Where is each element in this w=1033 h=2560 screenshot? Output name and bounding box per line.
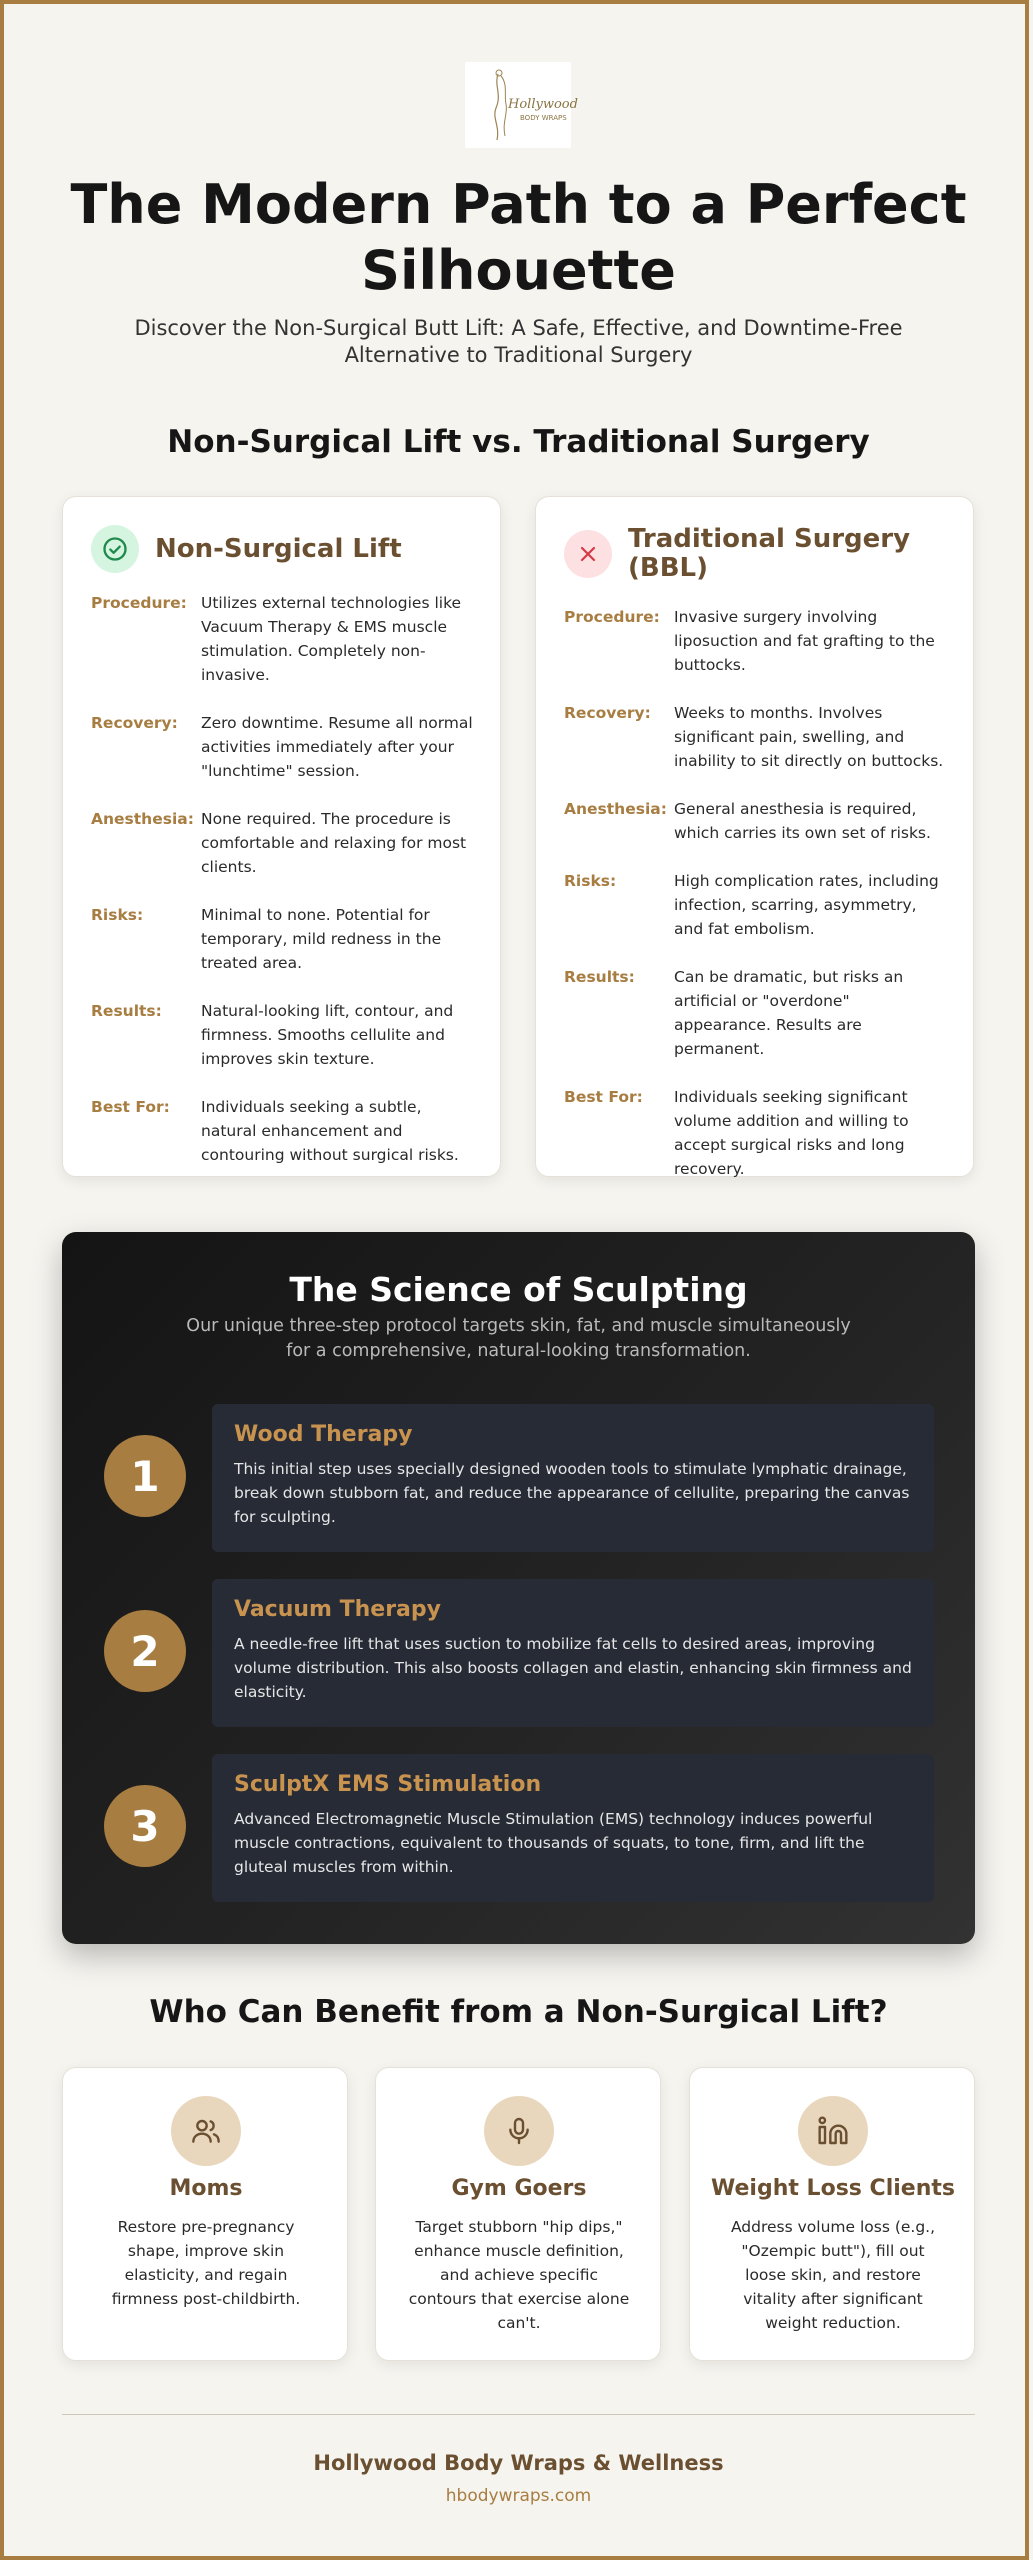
- footer-divider: [62, 2414, 975, 2415]
- page-subtitle: Discover the Non-Surgical Butt Lift: A Safe, Effective, and Downtime-Free Alternative to Traditional Surgery: [134, 316, 903, 367]
- row-results: [91, 999, 476, 1071]
- row-risks: [91, 903, 476, 975]
- row-text: Utilizes external technologies like Vacuum Therapy & EMS muscle stimulation. Completely non-invasive.: [201, 594, 462, 684]
- benefit-title: Gym Goers: [451, 2176, 587, 2201]
- row-label: Results:: [91, 1002, 162, 1020]
- row-text: Can be dramatic, but risks an artificial or "overdone" appearance. Results are permanent.: [674, 968, 904, 1058]
- science-subtitle: Our unique three-step protocol targets skin, fat, and muscle simultaneously for a comprehensive, natural-looking transformation.: [186, 1316, 851, 1361]
- microphone-icon: [484, 2096, 554, 2166]
- step-card-vacuum-therapy: [212, 1579, 934, 1727]
- users-icon: [171, 2096, 241, 2166]
- row-label: Anesthesia:: [564, 800, 667, 818]
- linkedin-icon: [798, 2096, 868, 2166]
- row-text: None required. The procedure is comfortable and relaxing for most clients.: [201, 810, 467, 876]
- benefit-card-gym-goers: [375, 2067, 661, 2361]
- step-card-wood-therapy: [212, 1404, 934, 1552]
- row-label: Recovery:: [564, 704, 651, 722]
- comparison-heading: Non-Surgical Lift vs. Traditional Surgery: [167, 424, 870, 460]
- row-label: Risks:: [91, 906, 144, 924]
- benefit-title: Moms: [169, 2176, 243, 2201]
- row-best-for: [564, 1085, 949, 1181]
- footer-website-link[interactable]: hbodywraps.com: [445, 2486, 592, 2506]
- row-text: Invasive surgery involving liposuction and fat grafting to the buttocks.: [674, 608, 935, 674]
- benefits-heading: Who Can Benefit from a Non-Surgical Lift?: [149, 1994, 888, 2030]
- step-number: 3: [104, 1785, 186, 1867]
- x-icon: [564, 530, 612, 578]
- non-surgical-card: [62, 496, 501, 1177]
- row-text: Zero downtime. Resume all normal activities immediately after your "lunchtime" session.: [201, 714, 473, 780]
- row-best-for: [91, 1095, 476, 1167]
- check-circle-icon: [91, 525, 139, 573]
- row-text: Natural-looking lift, contour, and firmness. Smooths cellulite and improves skin texture.: [201, 1002, 454, 1068]
- card-header: [91, 525, 476, 573]
- card-header: [564, 525, 949, 583]
- row-anesthesia: [91, 807, 476, 879]
- card-title: Non-Surgical Lift: [155, 533, 402, 564]
- comparison-rows: [564, 605, 949, 1205]
- row-procedure: [91, 591, 476, 687]
- row-label: Best For:: [564, 1088, 643, 1106]
- row-label: Recovery:: [91, 714, 178, 732]
- page-title: The Modern Path to a Perfect Silhouette: [70, 173, 967, 302]
- step-text: A needle-free lift that uses suction to mobilize fat cells to desired areas, improving volume distribution. This also boosts collagen and elastin, enhancing skin firmness and elasticity.: [234, 1635, 912, 1701]
- brand-logo[interactable]: [465, 62, 578, 148]
- benefit-title: Weight Loss Clients: [711, 2176, 955, 2201]
- science-section: [62, 1232, 975, 1944]
- card-title: Traditional Surgery (BBL): [628, 524, 911, 583]
- step-number: 2: [104, 1610, 186, 1692]
- step-title: SculptX EMS Stimulation: [234, 1772, 542, 1797]
- logo-text-top: Hollywood: [508, 97, 578, 112]
- step-title: Wood Therapy: [234, 1422, 413, 1447]
- row-anesthesia: [564, 797, 949, 845]
- row-recovery: [564, 701, 949, 773]
- science-title: The Science of Sculpting: [289, 1270, 748, 1309]
- row-label: Best For:: [91, 1098, 170, 1116]
- comparison-rows: [91, 591, 476, 1191]
- step-card-ems-stimulation: [212, 1754, 934, 1902]
- step-text: Advanced Electromagnetic Muscle Stimulation (EMS) technology induces powerful muscle contractions, equivalent to thousands of squats, to tone, firm, and lift the gluteal muscles from within.: [234, 1810, 873, 1876]
- benefit-text: Restore pre-pregnancy shape, improve skin elasticity, and regain firmness post-childbirth.: [111, 2218, 301, 2308]
- footer-business-name: Hollywood Body Wraps & Wellness: [313, 2451, 724, 2475]
- row-results: [564, 965, 949, 1061]
- row-label: Procedure:: [91, 594, 187, 612]
- row-risks: [564, 869, 949, 941]
- benefit-text: Address volume loss (e.g., "Ozempic butt"), fill out loose skin, and restore vitality after significant weight reduction.: [730, 2218, 936, 2332]
- step-text: This initial step uses specially designed wooden tools to stimulate lymphatic drainage, break down stubborn fat, and reduce the appearance of cellulite, preparing the canvas for sculpting.: [234, 1460, 910, 1526]
- row-text: Weeks to months. Involves significant pain, swelling, and inability to sit directly on buttocks.: [674, 704, 944, 770]
- step-number: 1: [104, 1435, 186, 1517]
- logo-graphic: [468, 64, 578, 146]
- row-text: Individuals seeking a subtle, natural enhancement and contouring without surgical risks.: [201, 1098, 459, 1164]
- row-label: Risks:: [564, 872, 617, 890]
- logo-text-bottom: BODY WRAPS: [520, 114, 567, 122]
- row-label: Procedure:: [564, 608, 660, 626]
- row-text: Individuals seeking significant volume addition and willing to accept surgical risks and long recovery.: [674, 1088, 909, 1178]
- step-title: Vacuum Therapy: [234, 1597, 441, 1622]
- row-text: General anesthesia is required, which carries its own set of risks.: [674, 800, 931, 842]
- benefit-card-weight-loss: [689, 2067, 975, 2361]
- row-label: Results:: [564, 968, 635, 986]
- row-text: Minimal to none. Potential for temporary, mild redness in the treated area.: [201, 906, 442, 972]
- traditional-surgery-card: [535, 496, 974, 1177]
- row-text: High complication rates, including infection, scarring, asymmetry, and fat embolism.: [674, 872, 939, 938]
- row-procedure: [564, 605, 949, 677]
- benefit-text: Target stubborn "hip dips," enhance muscle definition, and achieve specific contours that exercise alone can't.: [408, 2218, 630, 2332]
- benefit-card-moms: [62, 2067, 348, 2361]
- row-label: Anesthesia:: [91, 810, 194, 828]
- row-recovery: [91, 711, 476, 783]
